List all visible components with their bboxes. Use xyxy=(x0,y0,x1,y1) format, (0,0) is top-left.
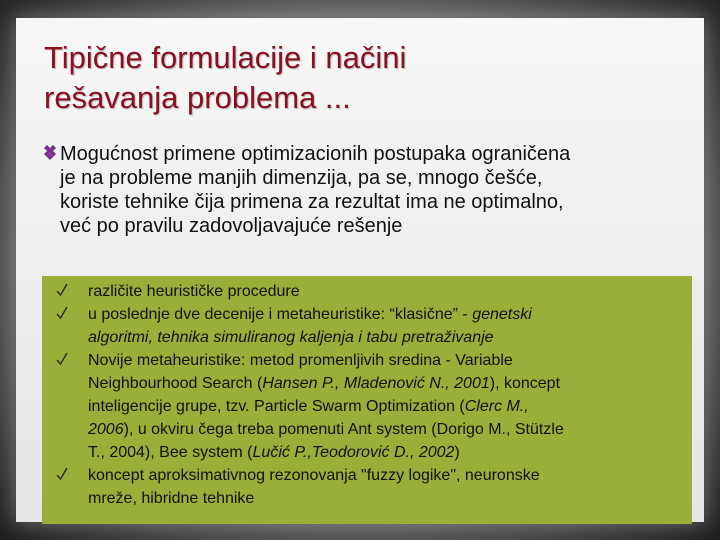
text-run: različite heurističke procedure xyxy=(88,283,300,300)
main-bullet-line: je na probleme manjih dimenzija, pa se, mnogo češće, xyxy=(60,167,543,189)
slide-frame xyxy=(16,18,704,522)
main-bullet-text xyxy=(42,142,682,238)
slide-title xyxy=(44,38,694,118)
checkmark-icon xyxy=(56,467,68,481)
text-run: u poslednje dve decenije i metaheuristike: “klasične” - xyxy=(88,306,473,323)
sub-bullet-line xyxy=(88,372,692,395)
italic-run: 2006 xyxy=(88,421,124,438)
title-line: Tipične formulacije i načini xyxy=(44,40,407,75)
main-bullet-point xyxy=(42,142,682,238)
text-run: ), koncept xyxy=(489,375,561,392)
text-run: ) xyxy=(454,444,460,461)
checkmark-icon xyxy=(56,352,68,366)
sub-bullet-line xyxy=(88,395,692,418)
sub-bullet-line xyxy=(88,303,692,326)
title-line: rešavanja problema ... xyxy=(44,80,351,115)
sub-bullet-line xyxy=(88,280,692,303)
text-run: T., 2004), Bee system ( xyxy=(88,444,253,461)
main-bullet-line: već po pravilu zadovoljavajuće rešenje xyxy=(60,215,403,237)
sub-bullet-item xyxy=(42,464,692,510)
sub-bullet-line xyxy=(88,326,692,349)
checkmark-icon xyxy=(56,283,68,297)
sub-bullet-line xyxy=(88,464,692,487)
italic-run: genetski xyxy=(472,306,532,323)
text-run: mreže, hibridne tehnike xyxy=(88,490,255,507)
sub-bullet-line xyxy=(88,441,692,464)
italic-run: Hansen P., Mladenović N., 2001 xyxy=(262,375,490,392)
diamond-bullet-icon xyxy=(42,143,60,163)
italic-run: Lučić P.,Teodorović D., 2002 xyxy=(252,444,455,461)
main-bullet-line: Mogućnost primene optimizacionih postupaka ograničena xyxy=(60,143,571,165)
text-run: Novije metaheuristike: metod promenljivih sredina - Variable xyxy=(88,352,513,369)
sub-bullets-box xyxy=(42,276,692,524)
main-bullet-line: koriste tehnike čija primena za rezultat ima ne optimalno, xyxy=(60,191,564,213)
text-run: inteligencije grupe, tzv. Particle Swarm Optimization ( xyxy=(88,398,465,415)
italic-run: algoritmi, tehnika simuliranog kaljenja i tabu pretraživanje xyxy=(88,329,494,346)
sub-bullet-item xyxy=(42,280,692,303)
sub-bullet-line xyxy=(88,487,692,510)
sub-bullet-item xyxy=(42,303,692,349)
sub-bullet-list xyxy=(42,276,692,510)
text-run: ), u okviru čega treba pomenuti Ant system (Dorigo M., Stützle xyxy=(123,421,564,438)
italic-run: Clerc M., xyxy=(464,398,529,415)
sub-bullet-line xyxy=(88,418,692,441)
sub-bullet-line xyxy=(88,349,692,372)
text-run: Neighbourhood Search ( xyxy=(88,375,263,392)
sub-bullet-item xyxy=(42,349,692,464)
text-run: koncept aproksimativnog rezonovanja "fuzzy logike", neuronske xyxy=(88,467,540,484)
checkmark-icon xyxy=(56,306,68,320)
